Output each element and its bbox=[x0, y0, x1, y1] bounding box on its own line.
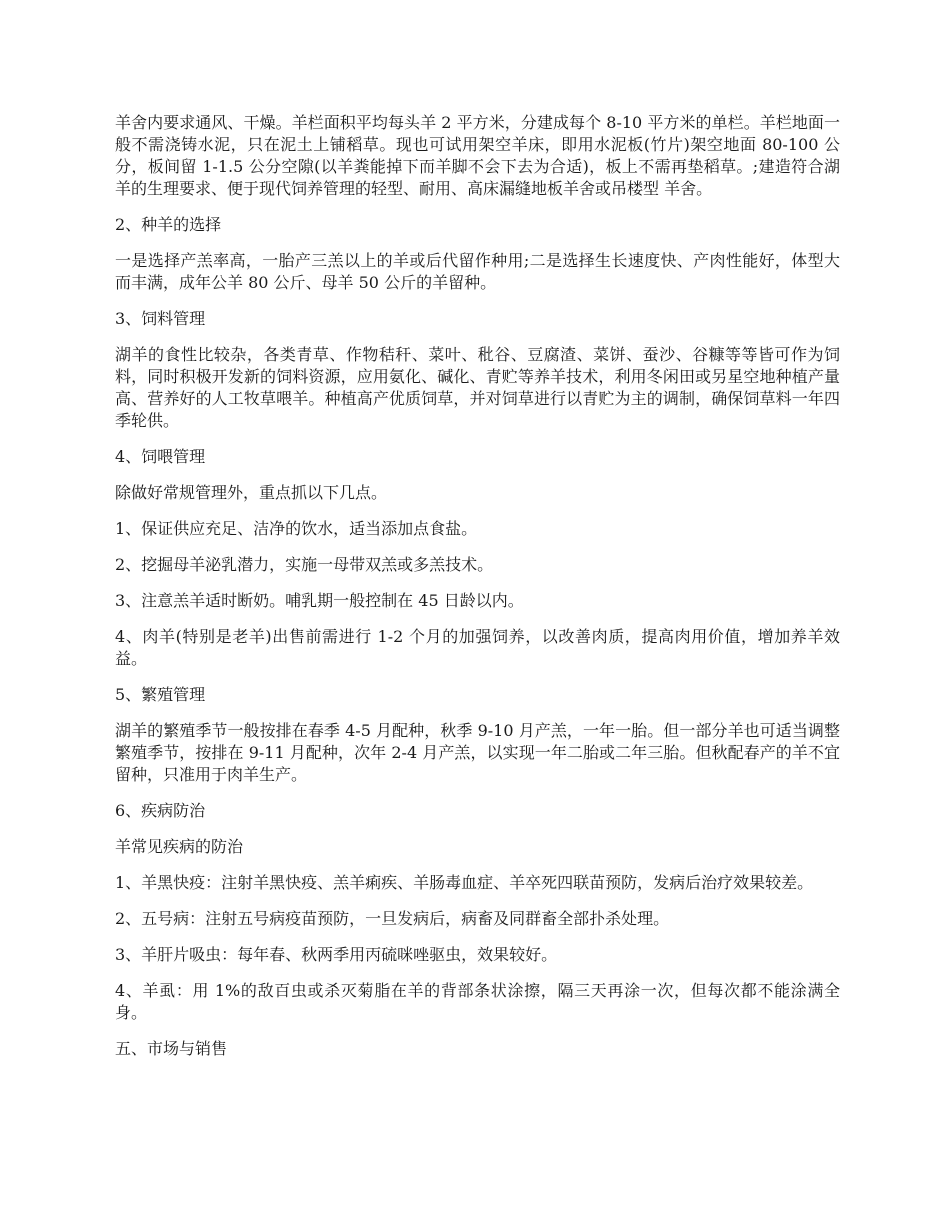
list-item-weaning: 3、注意羔羊适时断奶。哺乳期一般控制在 45 日龄以内。 bbox=[115, 591, 524, 610]
list-item-fattening: 4、肉羊(特别是老羊)出售前需进行 1-2 个月的加强饲养，以改善肉质，提高肉用价值，增加养羊效益。 bbox=[115, 627, 840, 668]
paragraph-feeding-intro: 除做好常规管理外，重点抓以下几点。 bbox=[115, 483, 388, 502]
heading-market-sales: 五、市场与销售 bbox=[115, 1039, 228, 1058]
subheading-common-diseases: 羊常见疾病的防治 bbox=[115, 837, 244, 856]
document-body bbox=[115, 112, 840, 1074]
paragraph-sheep-pen: 羊舍内要求通风、干燥。羊栏面积平均每头羊 2 平方米，分建成每个 8-10 平方米的单栏。羊栏地面一般不需浇铸水泥，只在泥土上铺稻草。现也可试用架空羊床，即用水泥板(竹片)架空地面 80-100 公分，板间留 1-1.5 公分空隙(以羊粪能掉下而羊脚不会下去为合适)，板上不需再垫稻草。;建造符合湖羊的生理要求、便于现代饲养管理的轻型、耐用、高床漏缝地板羊舍或吊楼型 羊舍。 bbox=[115, 113, 840, 198]
list-item-liver-fluke: 3、羊肝片吸虫：每年春、秋两季用丙硫咪唑驱虫，效果较好。 bbox=[115, 945, 558, 964]
heading-feed-management: 3、饲料管理 bbox=[115, 309, 206, 328]
list-item-lactation: 2、挖掘母羊泌乳潜力，实施一母带双羔或多羔技术。 bbox=[115, 555, 494, 574]
heading-disease-prevention: 6、疾病防治 bbox=[115, 801, 206, 820]
heading-breed-selection: 2、种羊的选择 bbox=[115, 215, 222, 234]
heading-breeding-management: 5、繁殖管理 bbox=[115, 685, 206, 704]
paragraph-breed-selection: 一是选择产羔率高，一胎产三羔以上的羊或后代留作种用;二是选择生长速度快、产肉性能好，体型大而丰满，成年公羊 80 公斤、母羊 50 公斤的羊留种。 bbox=[115, 251, 840, 292]
list-item-foot-mouth: 2、五号病：注射五号病疫苗预防，一旦发病后，病畜及同群畜全部扑杀处理。 bbox=[115, 909, 670, 928]
list-item-lice: 4、羊虱：用 1%的敌百虫或杀灭菊脂在羊的背部条状涂擦，隔三天再涂一次，但每次都不能涂满全身。 bbox=[115, 981, 840, 1022]
list-item-water: 1、保证供应充足、洁净的饮水，适当添加点食盐。 bbox=[115, 519, 478, 538]
heading-feeding-management: 4、饲喂管理 bbox=[115, 447, 206, 466]
paragraph-breeding-management: 湖羊的繁殖季节一般按排在春季 4-5 月配种，秋季 9-10 月产羔，一年一胎。但一部分羊也可适当调整繁殖季节，按排在 9-11 月配种，次年 2-4 月产羔，以实现一年二胎或二年三胎。但秋配春产的羊不宜留种，只准用于肉羊生产。 bbox=[115, 721, 840, 784]
list-item-black-disease: 1、羊黑快疫：注射羊黑快疫、羔羊痢疾、羊肠毒血症、羊卒死四联苗预防，发病后治疗效果较差。 bbox=[115, 873, 814, 892]
paragraph-feed-management: 湖羊的食性比较杂，各类青草、作物秸秆、菜叶、秕谷、豆腐渣、菜饼、蚕沙、谷糠等等皆可作为饲料，同时积极开发新的饲料资源，应用氨化、碱化、青贮等养羊技术，利用冬闲田或另星空地种植产量高、营养好的人工牧草喂羊。种植高产优质饲草，并对饲草进行以青贮为主的调制，确保饲草料一年四季轮供。 bbox=[115, 345, 840, 430]
